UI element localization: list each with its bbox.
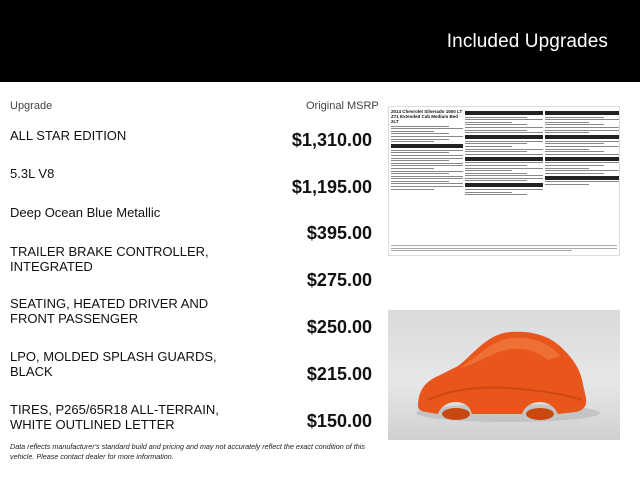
window-sticker-image[interactable] (388, 106, 620, 256)
upgrade-price: $215.00 (306, 364, 372, 384)
upgrade-name: SEATING, HEATED DRIVER AND FRONT PASSENGER (10, 296, 209, 326)
upgrade-price: $1,195.00 (291, 177, 372, 197)
upgrade-name: Deep Ocean Blue Metallic (10, 205, 161, 220)
upgrade-name: 5.3L V8 (10, 166, 55, 181)
upgrade-name: ALL STAR EDITION (10, 128, 127, 143)
upgrade-price: $275.00 (306, 270, 372, 290)
sticker-column-packages (465, 109, 543, 241)
sticker-column-vehicle (391, 109, 463, 241)
upgrade-price: $1,310.00 (291, 130, 372, 150)
sticker-column-comfort (545, 109, 619, 241)
msrp-column-header: Original MSRP (306, 100, 379, 112)
upgrade-price: $250.00 (306, 317, 372, 337)
upgrade-name: TRAILER BRAKE CONTROLLER, INTEGRATED (10, 244, 209, 274)
vehicle-image[interactable] (388, 310, 620, 440)
upgrade-name: TIRES, P265/65R18 ALL-TERRAIN, WHITE OUTLINED LETTER (10, 402, 219, 432)
covered-car-icon (388, 310, 620, 440)
upgrade-name: LPO, MOLDED SPLASH GUARDS, BLACK (10, 349, 217, 379)
sticker-fine-print (391, 244, 617, 252)
upgrade-price: $395.00 (306, 223, 372, 243)
sticker-vehicle-title: 2014 Chevrolet Silverado 1500 LT Z71 Extended Cab Medium Bed 2LT (391, 109, 463, 124)
header-bar (0, 0, 640, 82)
page-title: Included Upgrades (446, 31, 608, 52)
disclaimer-note: Data reflects manufacturer's standard build and pricing and may not accurately reflect the exact condition of this vehicle. Please contact dealer for more information. (10, 442, 365, 461)
upgrade-price: $150.00 (306, 411, 372, 431)
upgrade-column-header: Upgrade (10, 100, 53, 112)
